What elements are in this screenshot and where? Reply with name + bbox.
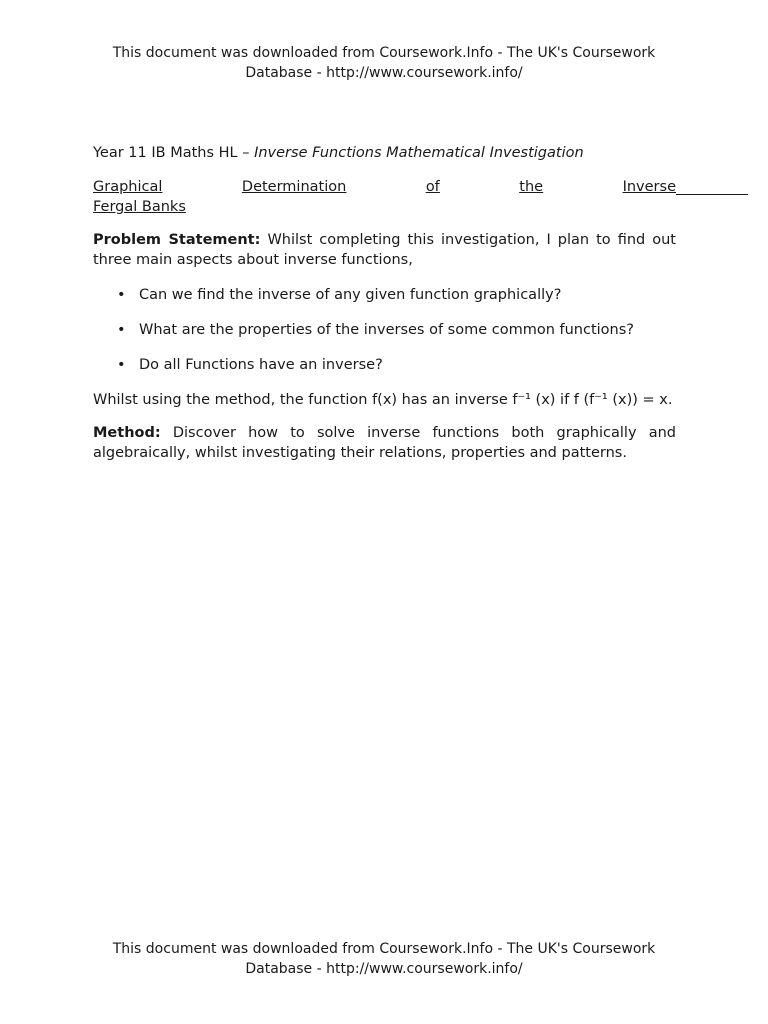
definition-paragraph: Whilst using the method, the function f(x) has an inverse f⁻¹ (x) if f (f⁻¹ (x)) = x. (93, 392, 673, 408)
list-item-text: What are the properties of the inverses of some common functions? (139, 322, 634, 338)
subtitle-word: Inverse (622, 179, 676, 195)
document-title (93, 143, 676, 163)
subtitle-word: Graphical (93, 179, 163, 195)
subtitle (93, 177, 748, 217)
question-list (93, 285, 676, 375)
method-text: Discover how to solve inverse functions both graphically and algebraically, whilst investigating their relations, properties and patterns. (93, 425, 676, 461)
list-item (93, 285, 676, 305)
problem-text: Whilst completing this investigation, I plan to find out three main aspects about inverse functions, (93, 232, 676, 268)
bullet-icon: • (117, 322, 126, 338)
subtitle-row (93, 177, 676, 197)
download-banner-bottom (0, 939, 768, 979)
bullet-icon: • (117, 287, 126, 303)
list-item-text: Do all Functions have an inverse? (139, 357, 383, 373)
title-italic: Inverse Functions Mathematical Investigation (254, 145, 584, 161)
method-paragraph (93, 423, 676, 463)
subtitle-word: the (519, 179, 544, 195)
method-label: Method: (93, 425, 161, 441)
list-item (93, 355, 676, 375)
subtitle-word: Determination (241, 179, 347, 195)
problem-label: Problem Statement: (93, 232, 261, 248)
banner-line-2: Database - http://www.coursework.info/ (245, 65, 523, 81)
download-banner-top (0, 43, 768, 83)
banner-line-1: This document was downloaded from Coursework.Info - The UK's Coursework (112, 941, 656, 957)
problem-statement (93, 230, 676, 270)
bullet-icon: • (117, 357, 126, 373)
author-name: Fergal Banks (93, 199, 186, 215)
banner-line-2: Database - http://www.coursework.info/ (245, 961, 523, 977)
document-body (93, 143, 676, 463)
subtitle-word: of (425, 179, 440, 195)
list-item (93, 320, 676, 340)
list-item-text: Can we find the inverse of any given function graphically? (139, 287, 562, 303)
title-prefix: Year 11 IB Maths HL – (93, 145, 255, 161)
banner-line-1: This document was downloaded from Coursework.Info - The UK's Coursework (112, 45, 656, 61)
